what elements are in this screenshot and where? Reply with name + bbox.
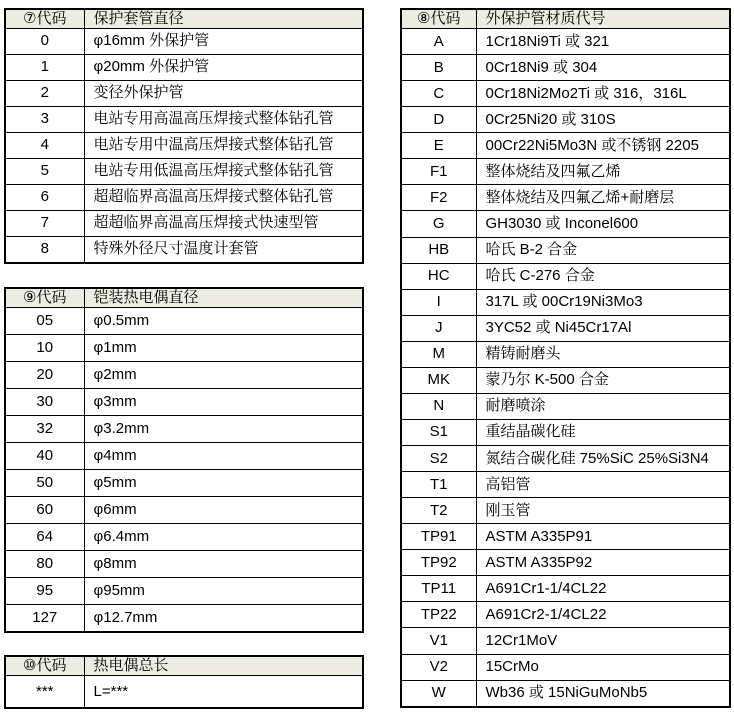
desc-column-header: 保护套管直径 <box>84 9 363 29</box>
desc-cell: 哈氏 C-276 合金 <box>476 263 730 289</box>
desc-cell: 整体烧结及四氟乙烯+耐磨层 <box>476 185 730 211</box>
desc-cell: ASTM A335P92 <box>476 550 730 576</box>
table-row <box>401 524 730 550</box>
table-row <box>401 602 730 628</box>
table-row <box>5 210 363 236</box>
table-row <box>5 550 363 577</box>
desc-cell: φ95mm <box>84 577 363 604</box>
code-cell: V1 <box>401 628 476 654</box>
table-code7-protection-sleeve-diameter <box>4 8 364 264</box>
code-cell: 2 <box>5 80 84 106</box>
desc-cell: 电站专用高温高压焊接式整体钻孔管 <box>84 106 363 132</box>
code-cell: TP22 <box>401 602 476 628</box>
code-cell: D <box>401 107 476 133</box>
code-column-header: ⑨代码 <box>5 288 84 308</box>
table-row <box>401 472 730 498</box>
table-row <box>5 106 363 132</box>
table-row <box>5 184 363 210</box>
code-cell: T2 <box>401 498 476 524</box>
table-row <box>401 185 730 211</box>
code-cell: HB <box>401 237 476 263</box>
desc-cell: L=*** <box>84 676 363 709</box>
code-column-header: ⑩代码 <box>5 656 84 676</box>
code-column-header: ⑧代码 <box>401 9 476 29</box>
desc-cell: φ8mm <box>84 550 363 577</box>
code-cell: 6 <box>5 184 84 210</box>
code-cell: MK <box>401 367 476 393</box>
desc-cell: φ16mm 外保护管 <box>84 29 363 55</box>
table-row <box>5 158 363 184</box>
table-row <box>401 315 730 341</box>
desc-cell: 0Cr25Ni20 或 310S <box>476 107 730 133</box>
table-row <box>5 54 363 80</box>
table-row <box>5 388 363 415</box>
code-cell: E <box>401 133 476 159</box>
table-row <box>401 263 730 289</box>
code-cell: C <box>401 81 476 107</box>
table-row <box>401 341 730 367</box>
table-row <box>401 81 730 107</box>
desc-cell: GH3030 或 Inconel600 <box>476 211 730 237</box>
desc-column-header: 热电偶总长 <box>84 656 363 676</box>
desc-cell: φ6mm <box>84 496 363 523</box>
desc-cell: 精铸耐磨头 <box>476 341 730 367</box>
table-row <box>5 496 363 523</box>
code-cell: 20 <box>5 361 84 388</box>
table-row <box>401 654 730 680</box>
code-cell: 80 <box>5 550 84 577</box>
code-cell: M <box>401 341 476 367</box>
table-row <box>5 236 363 263</box>
code-cell: 60 <box>5 496 84 523</box>
table-row <box>5 523 363 550</box>
code-cell: 0 <box>5 29 84 55</box>
desc-cell: 超超临界高温高压焊接式快速型管 <box>84 210 363 236</box>
code-cell: W <box>401 680 476 707</box>
code-cell: F1 <box>401 159 476 185</box>
desc-column-header: 外保护管材质代号 <box>476 9 730 29</box>
code-cell: TP11 <box>401 576 476 602</box>
table-row <box>401 550 730 576</box>
table-row <box>5 415 363 442</box>
desc-cell: 0Cr18Ni2Mo2Ti 或 316，316L <box>476 81 730 107</box>
table-row <box>5 577 363 604</box>
table-header-row <box>5 288 363 308</box>
table-row <box>401 159 730 185</box>
code-cell: F2 <box>401 185 476 211</box>
desc-cell: φ0.5mm <box>84 308 363 335</box>
desc-cell: 刚玉管 <box>476 498 730 524</box>
desc-cell: 电站专用低温高压焊接式整体钻孔管 <box>84 158 363 184</box>
desc-cell: ASTM A335P91 <box>476 524 730 550</box>
code-cell: I <box>401 289 476 315</box>
code-cell: 5 <box>5 158 84 184</box>
table-row <box>5 334 363 361</box>
desc-cell: 整体烧结及四氟乙烯 <box>476 159 730 185</box>
code-cell: S1 <box>401 419 476 445</box>
desc-cell: 3YC52 或 Ni45Cr17Al <box>476 315 730 341</box>
code-cell: HC <box>401 263 476 289</box>
code-cell: TP92 <box>401 550 476 576</box>
code-cell: 3 <box>5 106 84 132</box>
desc-cell: Wb36 或 15NiGuMoNb5 <box>476 680 730 707</box>
code-column-header: ⑦代码 <box>5 9 84 29</box>
code-cell: 05 <box>5 308 84 335</box>
code-cell: 127 <box>5 604 84 632</box>
table-code8-outer-tube-material-code <box>400 8 731 708</box>
code-cell: TP91 <box>401 524 476 550</box>
code-cell: N <box>401 393 476 419</box>
table-code9-armored-thermocouple-diameter <box>4 287 364 633</box>
desc-cell: φ12.7mm <box>84 604 363 632</box>
table-row <box>401 237 730 263</box>
code-cell: 10 <box>5 334 84 361</box>
table-row <box>401 133 730 159</box>
table-row <box>5 442 363 469</box>
table-row <box>5 361 363 388</box>
desc-cell: φ20mm 外保护管 <box>84 54 363 80</box>
desc-column-header: 铠装热电偶直径 <box>84 288 363 308</box>
code-cell: B <box>401 55 476 81</box>
code-cell: 30 <box>5 388 84 415</box>
desc-cell: 耐磨喷涂 <box>476 393 730 419</box>
code-cell: 7 <box>5 210 84 236</box>
desc-cell: 氮结合碳化硅 75%SiC 25%Si3N4 <box>476 446 730 472</box>
code-cell: 32 <box>5 415 84 442</box>
code-cell: G <box>401 211 476 237</box>
code-cell: *** <box>5 676 84 709</box>
table-row <box>401 29 730 55</box>
code-cell: T1 <box>401 472 476 498</box>
code-cell: 95 <box>5 577 84 604</box>
desc-cell: φ1mm <box>84 334 363 361</box>
desc-cell: φ3mm <box>84 388 363 415</box>
desc-cell: 蒙乃尔 K-500 合金 <box>476 367 730 393</box>
table-row <box>401 446 730 472</box>
table-row <box>5 604 363 632</box>
table-row <box>401 55 730 81</box>
code-cell: 50 <box>5 469 84 496</box>
desc-cell: 电站专用中温高压焊接式整体钻孔管 <box>84 132 363 158</box>
code-cell: V2 <box>401 654 476 680</box>
desc-cell: 特殊外径尺寸温度计套管 <box>84 236 363 263</box>
table-code10-thermocouple-total-length <box>4 655 364 709</box>
code-cell: S2 <box>401 446 476 472</box>
desc-cell: 变径外保护管 <box>84 80 363 106</box>
table-row <box>401 107 730 133</box>
desc-cell: φ3.2mm <box>84 415 363 442</box>
code-cell: 40 <box>5 442 84 469</box>
desc-cell: 15CrMo <box>476 654 730 680</box>
table-row <box>401 628 730 654</box>
table-row <box>5 676 363 709</box>
desc-cell: φ6.4mm <box>84 523 363 550</box>
desc-cell: 00Cr22Ni5Mo3N 或不锈钢 2205 <box>476 133 730 159</box>
desc-cell: φ5mm <box>84 469 363 496</box>
desc-cell: 1Cr18Ni9Ti 或 321 <box>476 29 730 55</box>
desc-cell: 高铝管 <box>476 472 730 498</box>
table-row <box>401 498 730 524</box>
table-row <box>401 211 730 237</box>
table-header-row <box>5 656 363 676</box>
code-cell: 1 <box>5 54 84 80</box>
desc-cell: 重结晶碳化硅 <box>476 419 730 445</box>
table-row <box>401 367 730 393</box>
table-row <box>5 80 363 106</box>
desc-cell: 哈氏 B-2 合金 <box>476 237 730 263</box>
code-cell: 4 <box>5 132 84 158</box>
desc-cell: φ2mm <box>84 361 363 388</box>
desc-cell: 超超临界高温高压焊接式整体钻孔管 <box>84 184 363 210</box>
code-cell: 8 <box>5 236 84 263</box>
table-row <box>401 289 730 315</box>
code-cell: 64 <box>5 523 84 550</box>
table-row <box>5 308 363 335</box>
table-row <box>5 469 363 496</box>
table-row <box>5 29 363 55</box>
table-row <box>401 576 730 602</box>
table-row <box>5 132 363 158</box>
table-row <box>401 680 730 707</box>
table-row <box>401 419 730 445</box>
desc-cell: 12Cr1MoV <box>476 628 730 654</box>
code-cell: A <box>401 29 476 55</box>
table-header-row <box>5 9 363 29</box>
desc-cell: A691Cr2-1/4CL22 <box>476 602 730 628</box>
desc-cell: A691Cr1-1/4CL22 <box>476 576 730 602</box>
desc-cell: φ4mm <box>84 442 363 469</box>
code-cell: J <box>401 315 476 341</box>
table-header-row <box>401 9 730 29</box>
desc-cell: 0Cr18Ni9 或 304 <box>476 55 730 81</box>
desc-cell: 317L 或 00Cr19Ni3Mo3 <box>476 289 730 315</box>
table-row <box>401 393 730 419</box>
